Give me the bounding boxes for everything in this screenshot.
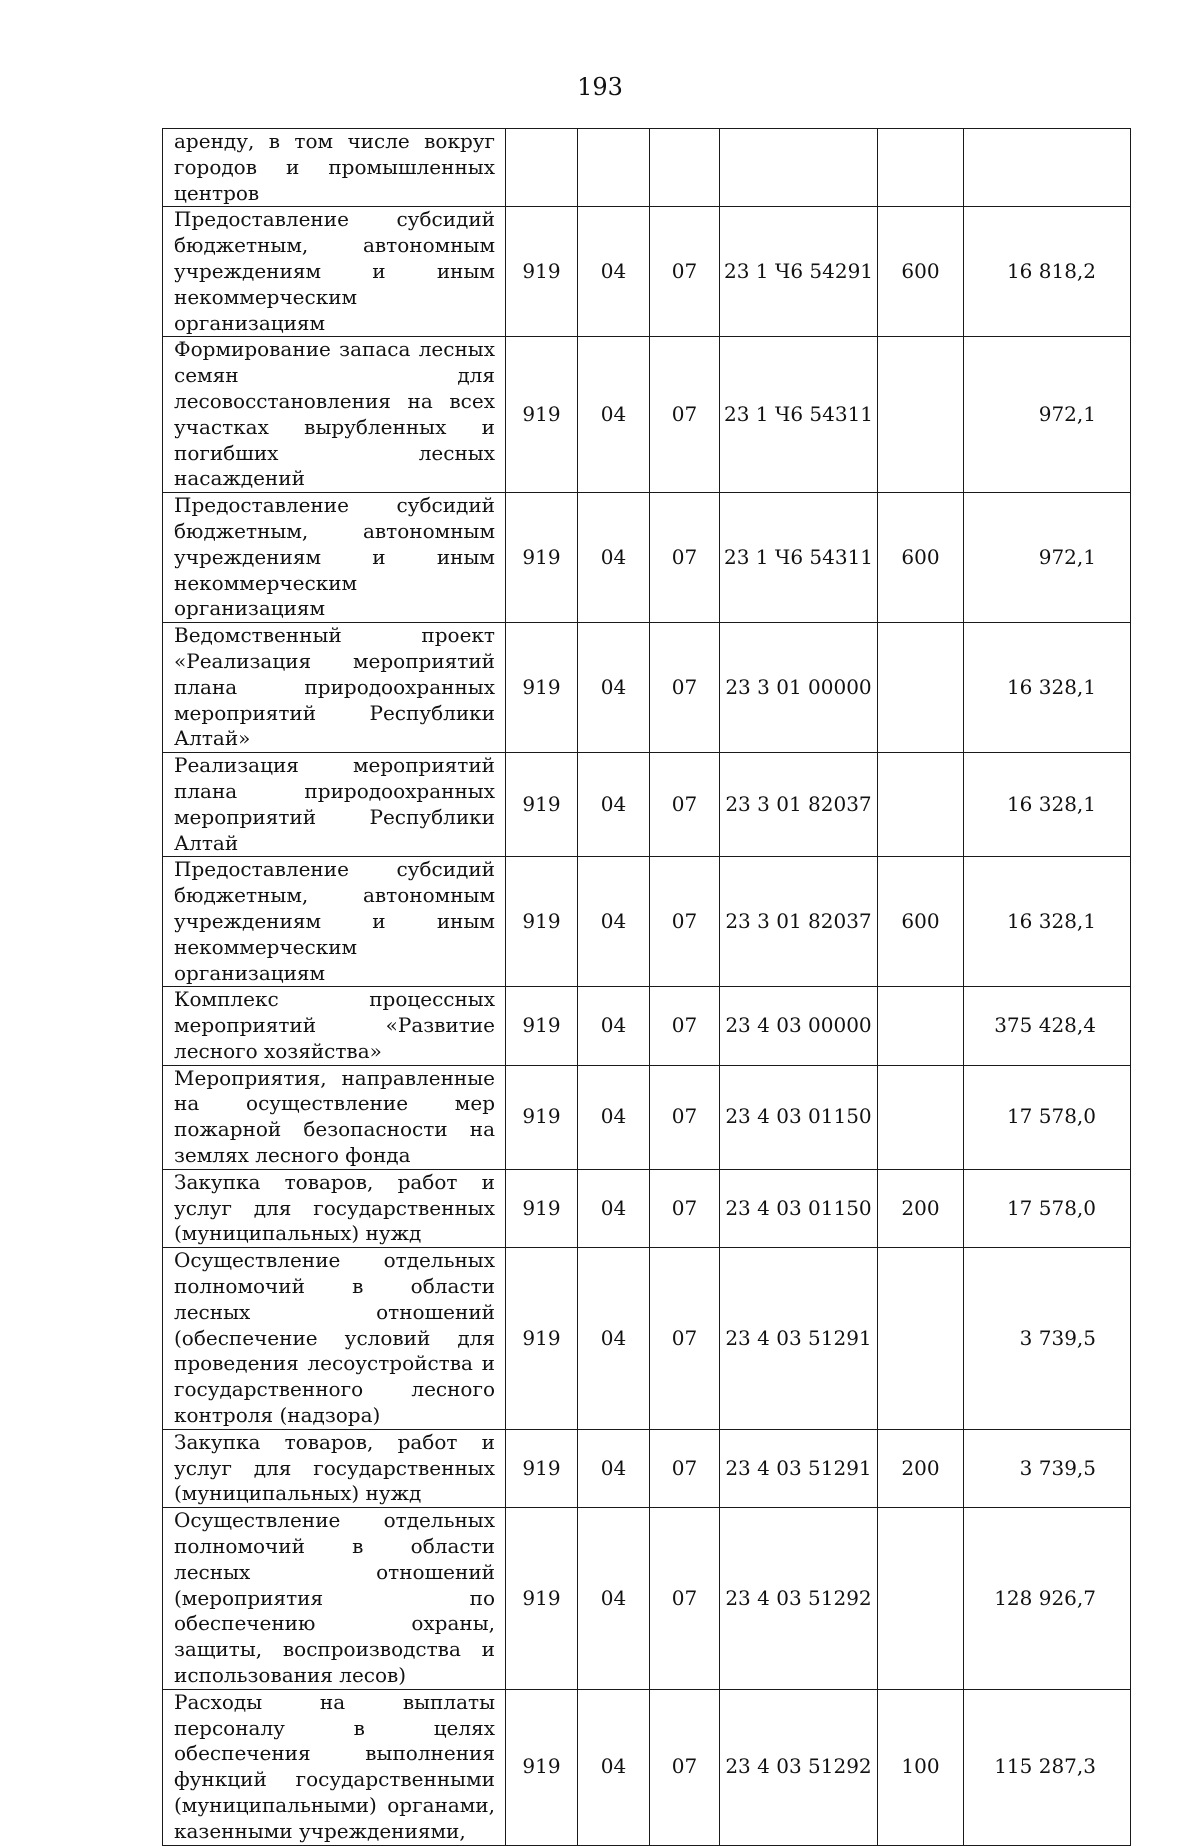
section-code-cell: 04 (578, 1429, 650, 1507)
section-code-cell: 04 (578, 1689, 650, 1845)
table-row (163, 753, 1131, 857)
section-code-cell: 04 (578, 1248, 650, 1430)
expense-type-cell (878, 987, 964, 1065)
ministry-code-cell: 919 (506, 987, 578, 1065)
section-code-cell: 04 (578, 1169, 650, 1247)
ministry-code-cell: 919 (506, 1508, 578, 1690)
table-row (163, 1169, 1131, 1247)
target-article-cell: 23 4 03 51291 (720, 1429, 878, 1507)
ministry-code-cell: 919 (506, 1169, 578, 1247)
description-cell: аренду, в том числе вокруг городов и промышленных центров (163, 129, 506, 207)
ministry-code-cell: 919 (506, 753, 578, 857)
amount-cell: 17 578,0 (964, 1169, 1131, 1247)
expense-type-cell (878, 753, 964, 857)
description-cell: Мероприятия, направленные на осуществление мер пожарной безопасности на землях лесного фонда (163, 1065, 506, 1169)
expense-type-cell: 600 (878, 493, 964, 623)
description-cell: Комплекс процессных мероприятий «Развитие лесного хозяйства» (163, 987, 506, 1065)
ministry-code-cell (506, 129, 578, 207)
target-article-cell: 23 4 03 00000 (720, 987, 878, 1065)
expense-type-cell (878, 1248, 964, 1430)
amount-cell: 16 328,1 (964, 753, 1131, 857)
amount-cell: 128 926,7 (964, 1508, 1131, 1690)
subsection-code-cell: 07 (650, 987, 720, 1065)
ministry-code-cell: 919 (506, 493, 578, 623)
table-row (163, 1429, 1131, 1507)
subsection-code-cell: 07 (650, 1508, 720, 1690)
table-row (163, 623, 1131, 753)
table-row (163, 987, 1131, 1065)
subsection-code-cell: 07 (650, 1169, 720, 1247)
target-article-cell: 23 4 03 51292 (720, 1689, 878, 1845)
expense-type-cell: 200 (878, 1429, 964, 1507)
table-row (163, 493, 1131, 623)
table-row (163, 129, 1131, 207)
target-article-cell: 23 1 Ч6 54311 (720, 337, 878, 493)
description-cell: Закупка товаров, работ и услуг для государственных (муниципальных) нужд (163, 1169, 506, 1247)
section-code-cell: 04 (578, 1508, 650, 1690)
description-cell: Осуществление отдельных полномочий в области лесных отношений (мероприятия по обеспечению охраны, защиты, воспроизводства и использования лесов) (163, 1508, 506, 1690)
section-code-cell: 04 (578, 857, 650, 987)
description-cell: Предоставление субсидий бюджетным, автономным учреждениям и иным некоммерческим организациям (163, 493, 506, 623)
expense-type-cell (878, 1508, 964, 1690)
ministry-code-cell: 919 (506, 1248, 578, 1430)
subsection-code-cell: 07 (650, 623, 720, 753)
subsection-code-cell: 07 (650, 857, 720, 987)
expense-type-cell: 200 (878, 1169, 964, 1247)
subsection-code-cell: 07 (650, 1429, 720, 1507)
expense-type-cell (878, 337, 964, 493)
amount-cell: 3 739,5 (964, 1248, 1131, 1430)
ministry-code-cell: 919 (506, 207, 578, 337)
expense-type-cell (878, 129, 964, 207)
amount-cell: 3 739,5 (964, 1429, 1131, 1507)
description-cell: Закупка товаров, работ и услуг для государственных (муниципальных) нужд (163, 1429, 506, 1507)
section-code-cell (578, 129, 650, 207)
ministry-code-cell: 919 (506, 623, 578, 753)
section-code-cell: 04 (578, 493, 650, 623)
description-cell: Ведомственный проект «Реализация мероприятий плана природоохранных мероприятий Республики Алтай» (163, 623, 506, 753)
table-row (163, 857, 1131, 987)
subsection-code-cell (650, 129, 720, 207)
expense-type-cell (878, 1065, 964, 1169)
description-cell: Предоставление субсидий бюджетным, автономным учреждениям и иным некоммерческим организациям (163, 857, 506, 987)
description-cell: Реализация мероприятий плана природоохранных мероприятий Республики Алтай (163, 753, 506, 857)
table-row (163, 1065, 1131, 1169)
target-article-cell (720, 129, 878, 207)
description-cell: Осуществление отдельных полномочий в области лесных отношений (обеспечение условий для проведения лесоустройства и государственного лесного контроля (надзора) (163, 1248, 506, 1430)
budget-table (162, 128, 1131, 1846)
subsection-code-cell: 07 (650, 1689, 720, 1845)
target-article-cell: 23 1 Ч6 54311 (720, 493, 878, 623)
ministry-code-cell: 919 (506, 1689, 578, 1845)
amount-cell: 972,1 (964, 337, 1131, 493)
section-code-cell: 04 (578, 987, 650, 1065)
table-body (163, 129, 1131, 1846)
section-code-cell: 04 (578, 337, 650, 493)
target-article-cell: 23 4 03 01150 (720, 1169, 878, 1247)
description-cell: Формирование запаса лесных семян для лесовосстановления на всех участках вырубленных и погибших лесных насаждений (163, 337, 506, 493)
ministry-code-cell: 919 (506, 1065, 578, 1169)
section-code-cell: 04 (578, 623, 650, 753)
expense-type-cell: 600 (878, 207, 964, 337)
subsection-code-cell: 07 (650, 753, 720, 857)
section-code-cell: 04 (578, 753, 650, 857)
table-row (163, 1248, 1131, 1430)
target-article-cell: 23 3 01 82037 (720, 753, 878, 857)
ministry-code-cell: 919 (506, 337, 578, 493)
table-row (163, 337, 1131, 493)
subsection-code-cell: 07 (650, 1248, 720, 1430)
amount-cell: 972,1 (964, 493, 1131, 623)
amount-cell (964, 129, 1131, 207)
target-article-cell: 23 4 03 01150 (720, 1065, 878, 1169)
amount-cell: 375 428,4 (964, 987, 1131, 1065)
target-article-cell: 23 3 01 82037 (720, 857, 878, 987)
expense-type-cell: 600 (878, 857, 964, 987)
ministry-code-cell: 919 (506, 857, 578, 987)
target-article-cell: 23 3 01 00000 (720, 623, 878, 753)
target-article-cell: 23 4 03 51292 (720, 1508, 878, 1690)
target-article-cell: 23 4 03 51291 (720, 1248, 878, 1430)
expense-type-cell (878, 623, 964, 753)
table-row (163, 1689, 1131, 1845)
section-code-cell: 04 (578, 1065, 650, 1169)
section-code-cell: 04 (578, 207, 650, 337)
subsection-code-cell: 07 (650, 493, 720, 623)
target-article-cell: 23 1 Ч6 54291 (720, 207, 878, 337)
amount-cell: 115 287,3 (964, 1689, 1131, 1845)
expense-type-cell: 100 (878, 1689, 964, 1845)
subsection-code-cell: 07 (650, 207, 720, 337)
subsection-code-cell: 07 (650, 1065, 720, 1169)
amount-cell: 16 328,1 (964, 623, 1131, 753)
amount-cell: 16 818,2 (964, 207, 1131, 337)
table-row (163, 207, 1131, 337)
description-cell: Расходы на выплаты персоналу в целях обеспечения выполнения функций государственными (муниципальными) органами, казенными учреждениями, (163, 1689, 506, 1845)
page-number: 193 (577, 73, 623, 101)
table-row (163, 1508, 1131, 1690)
subsection-code-cell: 07 (650, 337, 720, 493)
description-cell: Предоставление субсидий бюджетным, автономным учреждениям и иным некоммерческим организациям (163, 207, 506, 337)
amount-cell: 17 578,0 (964, 1065, 1131, 1169)
amount-cell: 16 328,1 (964, 857, 1131, 987)
ministry-code-cell: 919 (506, 1429, 578, 1507)
